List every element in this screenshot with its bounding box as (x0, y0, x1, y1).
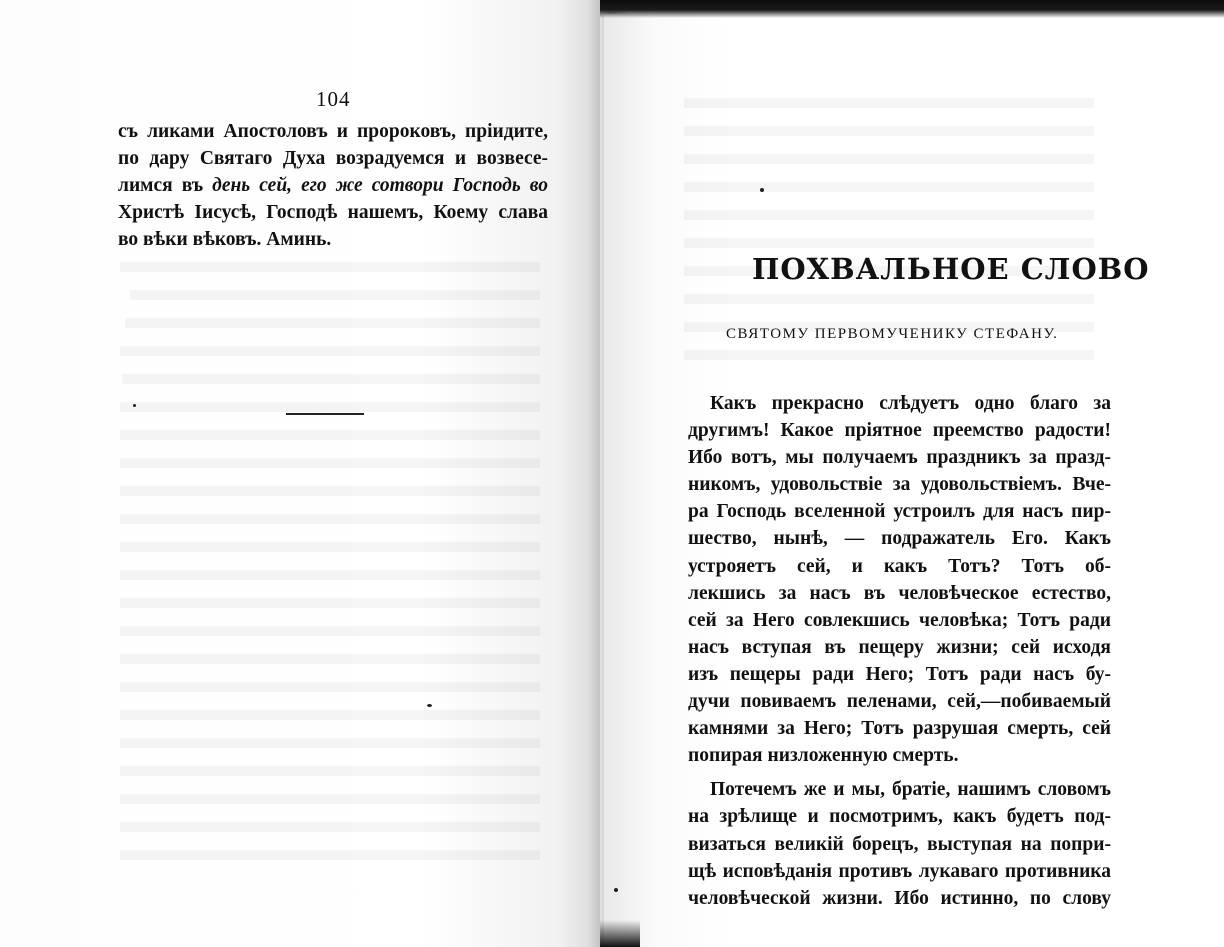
bleed-through-line (120, 262, 540, 272)
bleed-through-line (120, 738, 540, 748)
text-line: лекшись за насъ въ человѣческое естество, (688, 582, 1111, 604)
text-line: сей за Него совлекшись человѣка; Тотъ ради (688, 609, 1111, 631)
bleed-through-line (684, 182, 1094, 192)
text-line: визаться великій борецъ, выступая на попри- (688, 833, 1111, 855)
text-line: Ибо вотъ, мы получаемъ праздникъ за празд- (688, 447, 1111, 469)
bleed-through-line (120, 346, 540, 356)
text-line: другимъ! Какое пріятное преемство радости! (688, 420, 1111, 442)
bleed-through-line (120, 430, 540, 440)
print-speck (427, 704, 432, 707)
bleed-through-line (684, 294, 1094, 304)
print-speck (614, 888, 618, 892)
scan-edge-bottom (600, 920, 640, 947)
bleed-through-line (684, 210, 1094, 220)
text-line: человѣческой жизни. Ибо истинно, по слову (688, 887, 1111, 909)
left-page (0, 0, 600, 947)
print-speck (760, 188, 764, 192)
text-line: Какъ прекрасно слѣдуетъ одно благо за (710, 393, 1111, 414)
bleed-through-line (120, 682, 540, 692)
bleed-through-line (120, 542, 540, 552)
sermon-subtitle: СВЯТОМУ ПЕРВОМУЧЕНИКУ СТЕФАНУ. (726, 326, 1059, 342)
text-line: на зрѣлище и посмотримъ, какъ будетъ под- (688, 806, 1111, 828)
bleed-through-line (120, 626, 540, 636)
bleed-through-line (125, 318, 540, 328)
text-line: шество, нынѣ, — подражатель Его. Какъ (688, 528, 1111, 550)
text-line-mixed (118, 172, 548, 199)
print-speck (133, 404, 136, 407)
section-divider (286, 413, 364, 415)
bleed-through-line (120, 710, 540, 720)
bleed-through-line (120, 458, 540, 468)
text-line: съ ликами Апостоловъ и пророковъ, пріидите, (118, 121, 548, 142)
bleed-through-line (684, 154, 1094, 164)
text-line: по дару Святаго Духа возрадуемся и возвесе- (118, 148, 548, 169)
text-line: во вѣки вѣковъ. Аминь. (118, 229, 332, 250)
text-line: попирая низложенную смерть. (688, 745, 959, 767)
text-line: дучи повиваемъ пеленами, сей,—побиваемый (688, 691, 1111, 713)
text-line: изъ пещеры ради Него; Тотъ ради насъ бу- (688, 663, 1111, 685)
bleed-through-line (120, 654, 540, 664)
italic-fragment: день сей, его же сотвори Господь во (212, 175, 548, 196)
bleed-through-line (120, 402, 540, 412)
bleed-through-line (684, 98, 1094, 108)
bleed-through-line (120, 822, 540, 832)
text-line: Христѣ Іисусѣ, Господѣ нашемъ, Коему слава (118, 202, 548, 223)
bleed-through-line (120, 598, 540, 608)
left-page-text (118, 118, 548, 253)
text-line: камнями за Него; Тотъ разрушая смерть, сей (688, 718, 1111, 740)
paragraph-gap (688, 769, 1111, 776)
bleed-through-line (120, 766, 540, 776)
text-fragment: лимся въ (118, 175, 213, 196)
text-line: устрояетъ сей, и какъ Тотъ? Тотъ об- (688, 555, 1111, 577)
right-page-text (688, 390, 1111, 912)
text-line: насъ вступая въ пещеру жизни; сей исходя (688, 636, 1111, 658)
page-number: 104 (316, 87, 351, 111)
sermon-title: ПОХВАЛЬНОЕ СЛОВО (752, 252, 1150, 286)
scan-edge-top (600, 0, 1224, 18)
bleed-through-line (120, 794, 540, 804)
text-line: никомъ, удовольствіе за удовольствіемъ. Вче- (688, 474, 1111, 496)
bleed-through-line (130, 290, 540, 300)
text-line: ра Господь вселенной устроилъ для насъ пир- (688, 501, 1111, 523)
bleed-through-line (120, 850, 540, 860)
bleed-through-line (684, 350, 1094, 360)
text-line: щѣ исповѣданія противъ лукаваго противника (688, 860, 1111, 882)
bleed-through-line (684, 126, 1094, 136)
bleed-through-line (684, 238, 1094, 248)
bleed-through-line (122, 374, 540, 384)
bleed-through-line (120, 514, 540, 524)
bleed-through-line (120, 570, 540, 580)
text-line: Потечемъ же и мы, братіе, нашимъ словомъ (710, 779, 1111, 801)
bleed-through-line (120, 486, 540, 496)
